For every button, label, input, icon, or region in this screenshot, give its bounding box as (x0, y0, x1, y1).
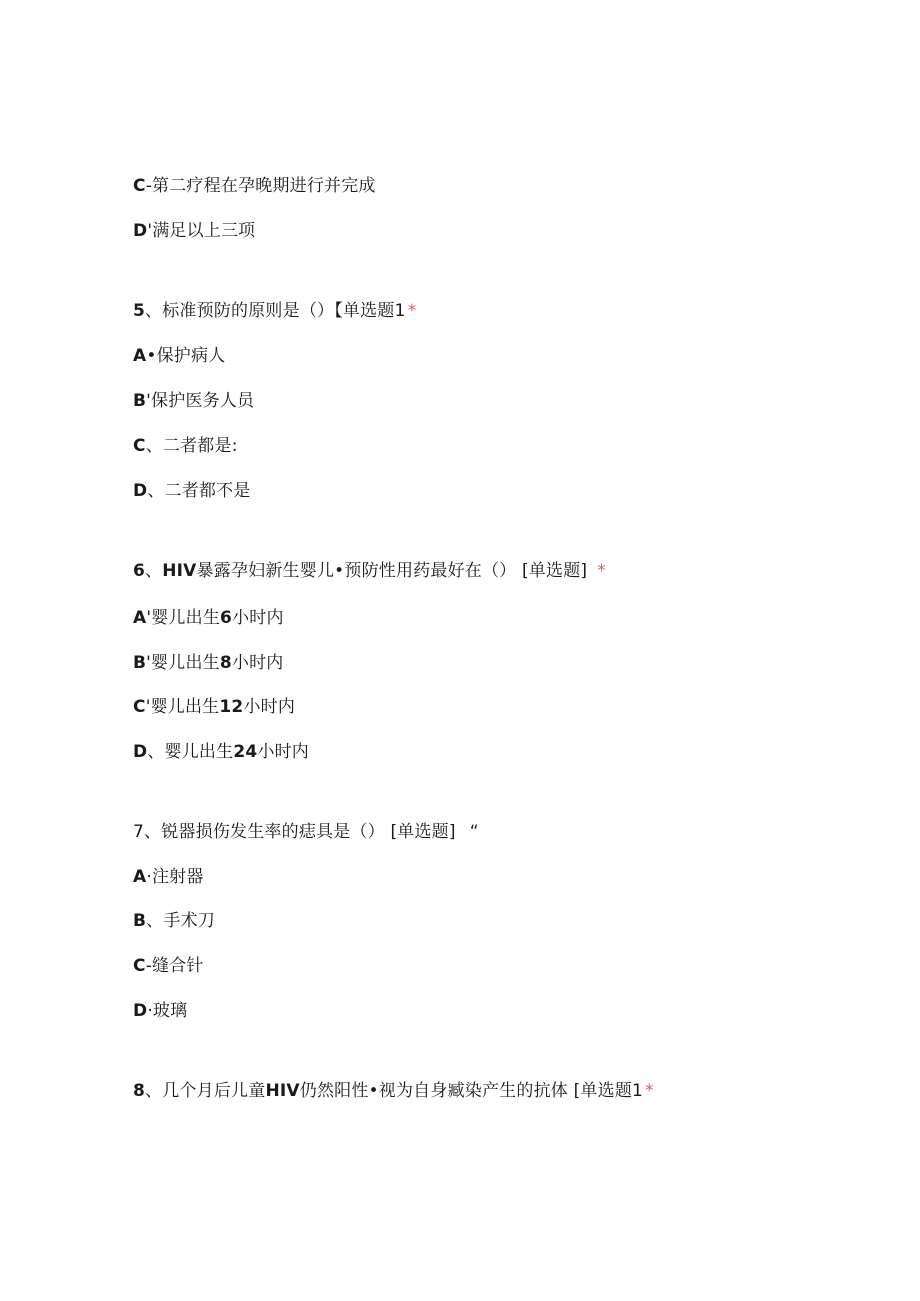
option-text: 保护医务人员 (151, 391, 255, 411)
option-text: 婴儿出生 (164, 742, 234, 762)
option-sep: 、 (147, 742, 165, 762)
question-text: 标准预防的原则是（）【单选题1 (162, 301, 406, 321)
question-abbrev: HIV (265, 1081, 300, 1101)
question-text: 几个月后儿童 (162, 1081, 266, 1101)
question-sep: 、 (145, 561, 163, 581)
option-sep: ' (145, 697, 151, 717)
option-text: 缝合针 (152, 956, 204, 976)
option-key: C (133, 956, 146, 976)
option-text: 二者都是: (162, 436, 238, 456)
option-key: D (133, 1001, 148, 1021)
option-text-suffix: 小时内 (232, 608, 284, 628)
option-key: D (133, 221, 148, 241)
option-a[interactable] (133, 345, 225, 367)
question-5 (133, 300, 416, 322)
option-number: 6 (220, 608, 233, 628)
option-d[interactable] (133, 480, 251, 502)
option-sep: 、 (145, 436, 163, 456)
option-key: B (133, 653, 147, 673)
option-sep: 、 (146, 911, 164, 931)
option-text: 保护病人 (156, 346, 226, 366)
option-a[interactable] (133, 866, 204, 888)
required-mark: * (597, 561, 606, 581)
option-c[interactable] (133, 175, 376, 197)
option-b[interactable] (133, 910, 215, 932)
option-key: C (133, 176, 146, 196)
option-a[interactable] (133, 607, 284, 629)
question-sep: 、 (145, 1081, 163, 1101)
option-d[interactable] (133, 220, 255, 242)
option-b[interactable] (133, 390, 254, 412)
option-key: A (133, 608, 147, 628)
question-text: 锐器损伤发生率的痣具是（） [单选题] (161, 822, 456, 842)
option-sep: ' (146, 653, 152, 673)
option-text: 第二疗程在孕晚期进行并完成 (152, 176, 376, 196)
option-sep: · (146, 867, 152, 887)
option-key: A (133, 346, 147, 366)
option-key: C (133, 697, 146, 717)
option-sep: · (147, 1001, 153, 1021)
question-number: 8 (133, 1081, 146, 1101)
option-key: C (133, 436, 146, 456)
option-number: 12 (219, 697, 244, 717)
option-d[interactable] (133, 741, 309, 763)
question-6 (133, 560, 606, 582)
option-key: B (133, 391, 147, 411)
option-sep: - (145, 176, 153, 196)
option-number: 8 (219, 653, 232, 673)
option-sep: ' (147, 221, 153, 241)
option-key: B (133, 911, 147, 931)
question-number: 5 (133, 301, 146, 321)
question-number: 6 (133, 561, 146, 581)
question-8 (133, 1080, 654, 1102)
option-c[interactable] (133, 435, 238, 457)
option-number: 24 (233, 742, 258, 762)
question-text-suffix: 仍然阳性•视为自身臧染产生的抗体 [单选题1 (299, 1081, 644, 1101)
question-sep: 、 (144, 822, 162, 842)
option-d[interactable] (133, 1000, 187, 1022)
option-text: 手术刀 (163, 911, 215, 931)
option-text-suffix: 小时内 (243, 697, 296, 717)
option-sep: - (145, 956, 153, 976)
option-text: 满足以上三项 (152, 221, 256, 241)
option-text-suffix: 小时内 (257, 742, 309, 762)
option-sep: 、 (147, 481, 165, 501)
option-b[interactable] (133, 652, 284, 674)
option-sep: ' (146, 391, 152, 411)
option-sep: ' (146, 608, 152, 628)
option-sep: • (146, 346, 157, 366)
question-7 (133, 821, 479, 843)
option-text: 二者都不是 (164, 481, 251, 501)
option-text: 注射器 (151, 867, 204, 887)
question-text: 暴露孕妇新生婴儿•预防性用药最好在（） [单选题] (196, 561, 588, 581)
question-number: 7 (133, 822, 145, 842)
question-abbrev: HIV (162, 561, 197, 581)
required-mark: * (407, 301, 417, 321)
option-key: D (133, 742, 148, 762)
option-key: D (133, 481, 148, 501)
option-key: A (133, 867, 147, 887)
option-text: 婴儿出生 (151, 608, 221, 628)
required-mark: * (645, 1081, 654, 1101)
option-c[interactable] (133, 696, 295, 718)
option-text: 婴儿出生 (151, 653, 220, 673)
question-sep: 、 (145, 301, 163, 321)
required-mark: “ (469, 822, 479, 842)
option-text: 婴儿出生 (150, 697, 220, 717)
option-c[interactable] (133, 955, 204, 977)
option-text: 玻璃 (152, 1001, 188, 1021)
option-text-suffix: 小时内 (231, 653, 284, 673)
